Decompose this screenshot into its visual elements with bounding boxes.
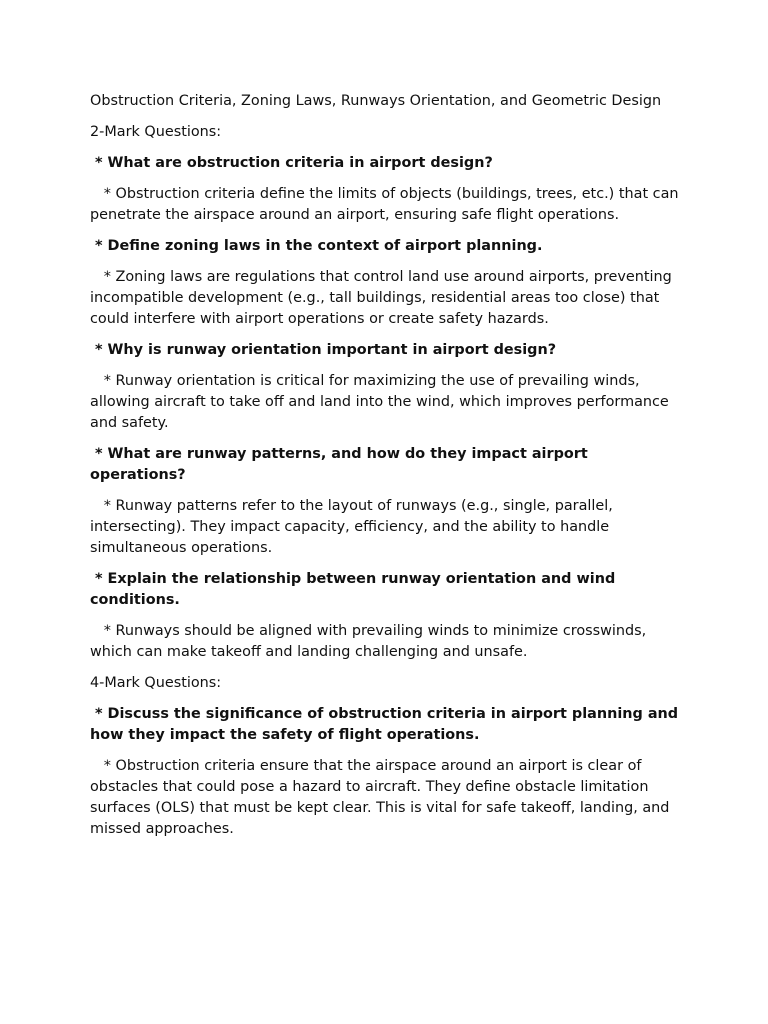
answer-obstruction-significance: * Obstruction criteria ensure that the airspace around an airport is clear of obstacles that could pose a hazard to aircraft. They define obstacle limitation surfaces (OLS) that must be kept clear. This is vital for safe takeoff, landing, and missed approaches. <box>90 758 675 837</box>
answer-obstruction-criteria: * Obstruction criteria define the limits of objects (buildings, trees, etc.) that can penetrate the airspace around an airport, ensuring safe flight operations. <box>90 186 684 223</box>
document-title: Obstruction Criteria, Zoning Laws, Runways Orientation, and Geometric Design <box>90 93 662 109</box>
document-page <box>90 91 682 850</box>
answer-orientation-wind: * Runways should be aligned with prevailing winds to minimize crosswinds, which can make takeoff and landing challenging and unsafe. <box>90 623 651 660</box>
question-runway-patterns: * What are runway patterns, and how do they impact airport operations? <box>90 446 593 483</box>
question-obstruction-criteria: * What are obstruction criteria in airport design? <box>90 155 493 171</box>
answer-runway-patterns: * Runway patterns refer to the layout of runways (e.g., single, parallel, intersecting). They impact capacity, efficiency, and the ability to handle simultaneous operations. <box>90 498 618 556</box>
question-obstruction-significance: * Discuss the significance of obstruction criteria in airport planning and how they impact the safety of flight operations. <box>90 706 684 743</box>
answer-runway-orientation: * Runway orientation is critical for maximizing the use of prevailing winds, allowing aircraft to take off and land into the wind, which improves performance and safety. <box>90 373 674 431</box>
question-runway-orientation: * Why is runway orientation important in airport design? <box>90 342 557 358</box>
question-orientation-wind: * Explain the relationship between runway orientation and wind conditions. <box>90 571 621 608</box>
section-heading-4-mark: 4-Mark Questions: <box>90 675 222 691</box>
question-zoning-laws: * Define zoning laws in the context of airport planning. <box>90 238 543 254</box>
section-heading-2-mark: 2-Mark Questions: <box>90 124 222 140</box>
answer-zoning-laws: * Zoning laws are regulations that control land use around airports, preventing incompatible development (e.g., tall buildings, residential areas too close) that could interfere with airport operations or create safety hazards. <box>90 269 677 327</box>
